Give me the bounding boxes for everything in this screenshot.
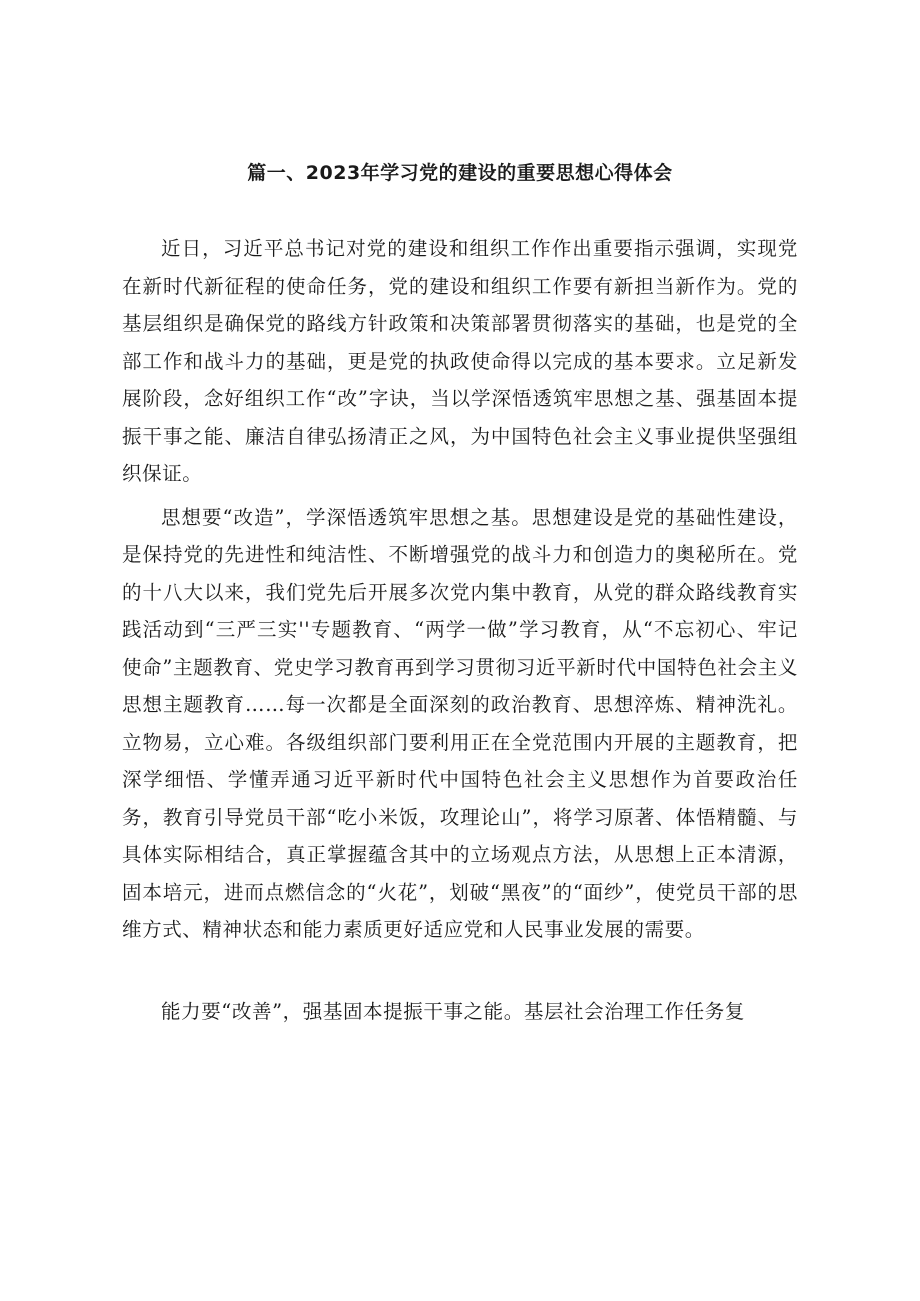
paragraph-intro: 近日，习近平总书记对党的建设和组织工作作出重要指示强调，实现党在新时代新征程的使命任务，党的建设和组织工作要有新担当新作为。党的基层组织是确保党的路线方针政策和决策部署贯彻落实的基础，也是党的全部工作和战斗力的基础，更是党的执政使命得以完成的基本要求。立足新发展阶段，念好组织工作“改”字诀，当以学深悟透筑牢思想之基、强基固本提振干事之能、廉洁自律弘扬清正之风，为中国特色社会主义事业提供坚强组织保证。 [122, 237, 798, 485]
document-title: 篇一、2023年学习党的建设的重要思想心得体会 [247, 162, 673, 184]
paragraph-thought-reform: 思想要“改造”，学深悟透筑牢思想之基。思想建设是党的基础性建设，是保持党的先进性和纯洁性、不断增强党的战斗力和创造力的奥秘所在。党的十八大以来，我们党先后开展多次党内集中教育，从党的群众路线教育实践活动到“三严三实''专题教育、“两学一做”学习教育，从“不忘初心、牢记使命”主题教育、党史学习教育再到学习贯彻习近平新时代中国特色社会主义思想主题教育……每一次都是全面深刻的政治教育、思想淬炼、精神洗礼。立物易，立心难。各级组织部门要利用正在全党范围内开展的主题教育，把深学细悟、学懂弄通习近平新时代中国特色社会主义思想作为首要政治任务，教育引导党员干部“吃小米饭，攻理论山”，将学习原著、体悟精髓、与具体实际相结合，真正掌握蕴含其中的立场观点方法，从思想上正本清源，固本培元，进而点燃信念的“火花”，划破“黑夜”的“面纱”，使党员干部的思维方式、精神状态和能力素质更好适应党和人民事业发展的需要。 [122, 505, 798, 941]
paragraph-ability-improvement: 能力要“改善”，强基固本提振干事之能。基层社会治理工作任务复 [161, 999, 745, 1023]
document-body [122, 230, 798, 1030]
